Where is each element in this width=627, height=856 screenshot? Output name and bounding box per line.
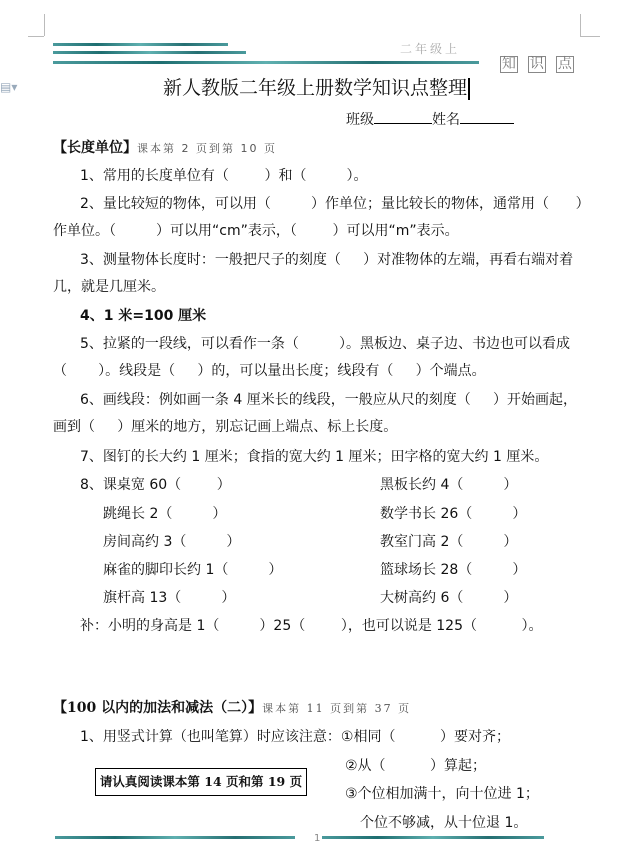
question-line: 6、画线段：例如画一条 4 厘米长的线段，一般应从尺的刻度（ ）开始画起， <box>80 392 577 408</box>
header-knowledge-label <box>472 37 574 91</box>
estimate-item: 大树高约 6（ ） <box>380 590 518 606</box>
estimate-item: 旗杆高 13（ ） <box>103 590 236 606</box>
question-line: 3、测量物体长度时：一般把尺子的刻度（ ）对准物体的左端，再看右端对着 <box>80 252 574 268</box>
section-pages: 课本第 2 页到第 10 页 <box>137 142 277 155</box>
name-label: 姓名 <box>432 112 460 128</box>
class-blank[interactable] <box>374 111 432 124</box>
question-line: 2、量比较短的物体，可以用（ ）作单位；量比较长的物体，通常用（ ） <box>80 196 590 212</box>
question-line: 作单位。（ ）可以用“cm”表示，（ ）可以用“m”表示。 <box>53 223 459 239</box>
name-blank[interactable] <box>460 111 514 124</box>
header-box-char: 点 <box>557 56 572 72</box>
estimate-item: 篮球场长 28（ ） <box>380 562 527 578</box>
estimate-item: 教室门高 2（ ） <box>380 534 518 550</box>
header-rule <box>53 51 246 54</box>
section-heading-addition: 【100 以内的加法和减法（二）】课本第 11 页到第 37 页 <box>53 700 412 716</box>
margin-corner-mark <box>580 36 600 37</box>
reading-notice-box: 请认真阅读课本第 14 页和第 19 页 <box>95 768 307 796</box>
question-line: 7、图钉的长大约 1 厘米；食指的宽大约 1 厘米；田字格的宽大约 1 厘米。 <box>80 449 549 465</box>
class-name-fields[interactable] <box>346 111 514 129</box>
question-line: 几，就是几厘米。 <box>53 279 165 295</box>
header-rule <box>53 61 479 64</box>
question-line: ②从（ ）算起； <box>345 758 487 774</box>
header-grade-label: 二年级上 <box>400 42 461 56</box>
question-line: （ ）。线段是（ ）的，可以量出长度；线段有（ ）个端点。 <box>53 363 486 379</box>
estimate-item: 跳绳长 2（ ） <box>103 506 227 522</box>
question-line: 4、1 米=100 厘米 <box>80 308 207 324</box>
question-line: 画到（ ）厘米的地方，别忘记画上端点、标上长度。 <box>53 419 398 435</box>
header-box-char: 识 <box>529 56 544 72</box>
margin-corner-mark <box>28 36 44 37</box>
document-title[interactable]: 新人教版二年级上册数学知识点整理 <box>163 76 470 100</box>
estimate-item: 数学书长 26（ ） <box>380 506 527 522</box>
estimate-item: 8、课桌宽 60（ ） <box>80 477 231 493</box>
question-line: 1、常用的长度单位有（ ）和（ ）。 <box>80 168 368 184</box>
section-heading-length: 【长度单位】课本第 2 页到第 10 页 <box>53 140 277 156</box>
header-box-char: 知 <box>501 56 516 72</box>
text-cursor <box>468 78 470 100</box>
footer-rule <box>55 836 295 839</box>
class-label: 班级 <box>346 112 374 128</box>
margin-corner-mark <box>44 14 45 36</box>
question-line: 1、用竖式计算（也叫笔算）时应该注意：①相同（ ）要对齐； <box>80 729 510 745</box>
section-pages: 课本第 11 页到第 37 页 <box>262 702 412 715</box>
estimate-item: 房间高约 3（ ） <box>103 534 241 550</box>
page-number: 1 <box>314 833 321 844</box>
margin-corner-mark <box>580 14 581 36</box>
paste-options-icon[interactable]: ▤▾ <box>0 80 18 94</box>
estimate-item: 黑板长约 4（ ） <box>380 477 518 493</box>
estimate-item: 麻雀的脚印长约 1（ ） <box>103 562 283 578</box>
question-line: 5、拉紧的一段线，可以看作一条（ ）。黑板边、桌子边、书边也可以看成 <box>80 336 570 352</box>
question-line: ③个位相加满十，向十位进 1； <box>345 786 539 802</box>
footer-rule <box>322 836 544 839</box>
header-rule <box>53 43 228 46</box>
supplement-line: 补：小明的身高是 1（ ）25（ ），也可以说是 125（ ）。 <box>80 618 543 634</box>
question-line: 个位不够减，从十位退 1。 <box>360 815 528 831</box>
